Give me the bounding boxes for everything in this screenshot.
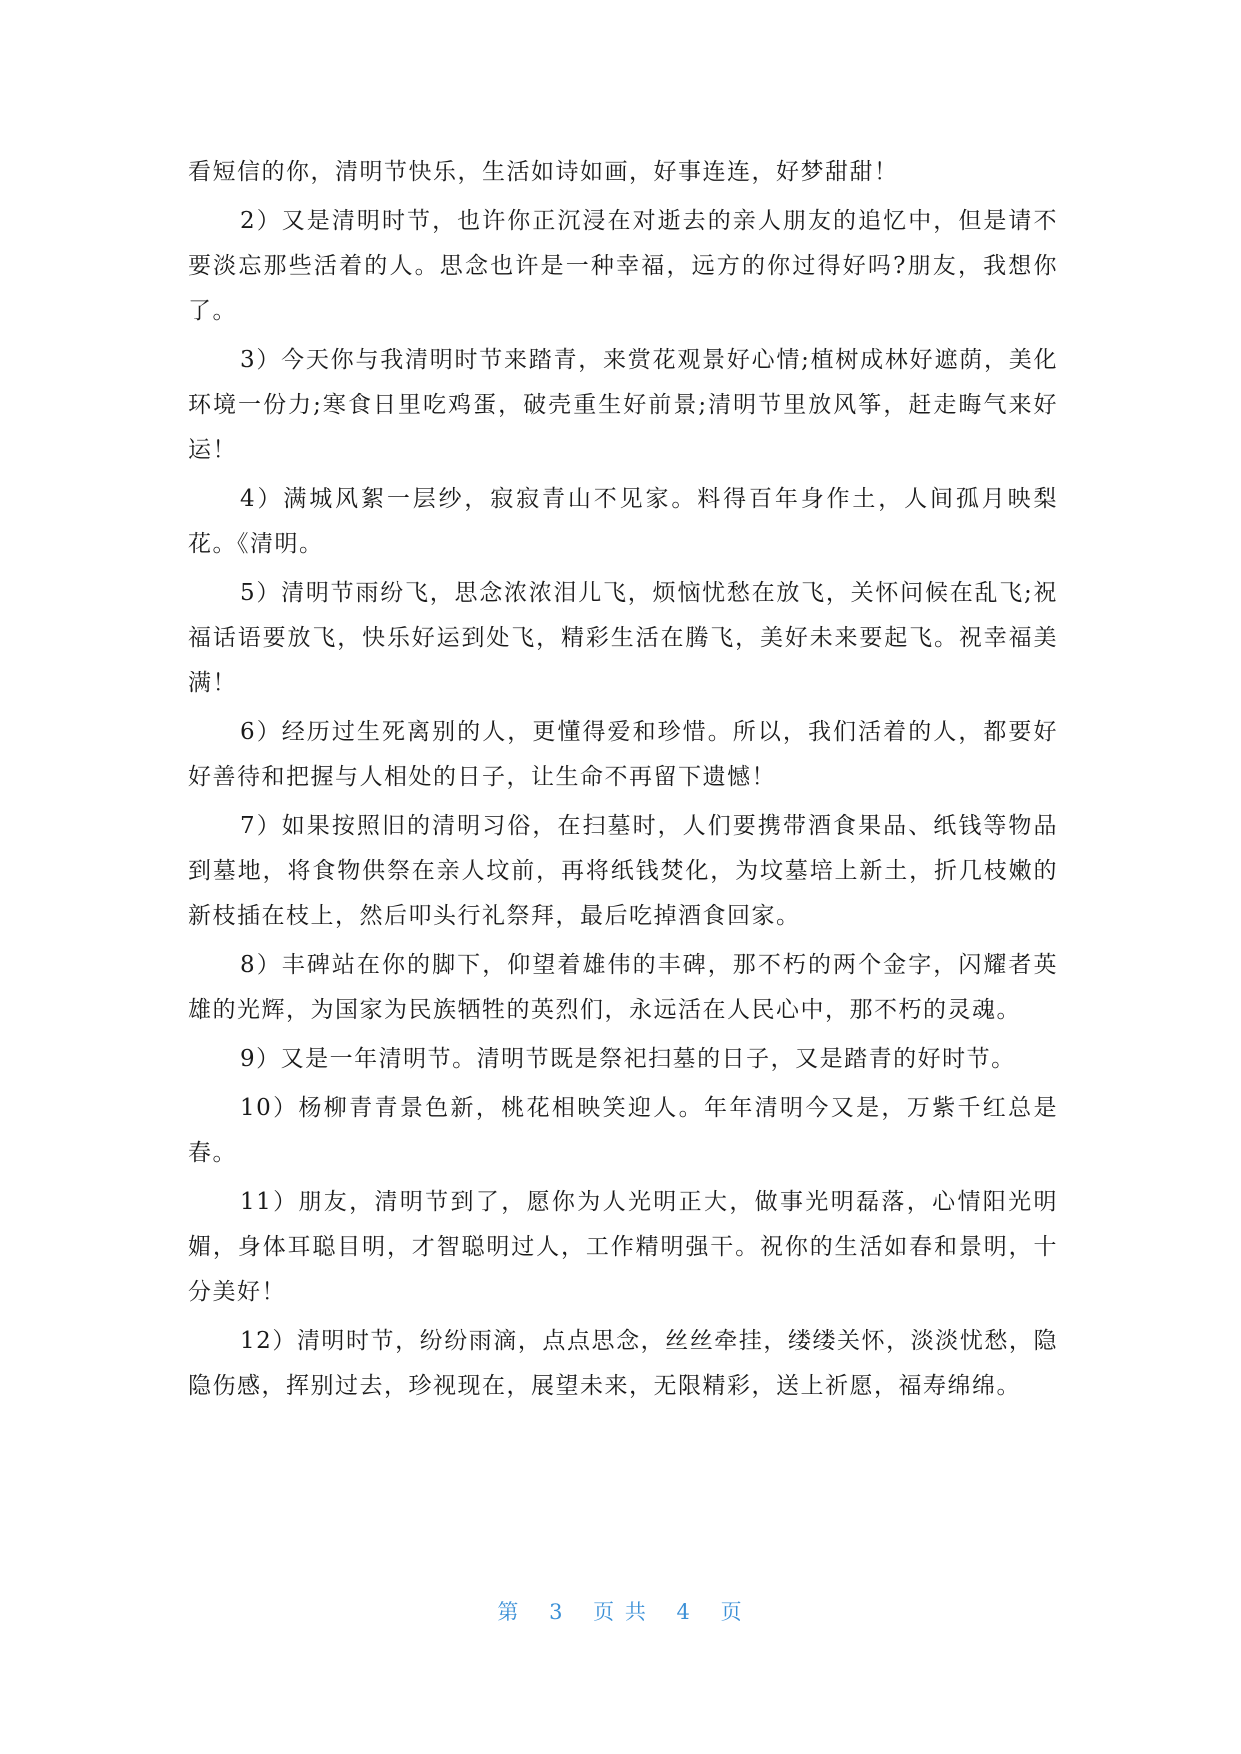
footer-current-page: 3 <box>549 1600 565 1624</box>
paragraph-item-11: 11）朋友，清明节到了，愿你为人光明正大，做事光明磊落，心情阳光明媚，身体耳聪目明，才智聪明过人，工作精明强干。祝你的生活如春和景明，十分美好！ <box>188 1189 1058 1305</box>
paragraph-item-4: 4）满城风絮一层纱，寂寂青山不见家。料得百年身作土，人间孤月映梨花。《清明。 <box>188 486 1058 557</box>
page-footer <box>0 1596 1241 1626</box>
paragraph-item-3: 3）今天你与我清明时节来踏青，来赏花观景好心情;植树成林好遮荫，美化环境一份力;寒食日里吃鸡蛋，破壳重生好前景;清明节里放风筝，赶走晦气来好运！ <box>188 347 1058 463</box>
document-body <box>188 150 1058 1413</box>
footer-suffix: 页 <box>720 1600 744 1624</box>
paragraph-item-7: 7）如果按照旧的清明习俗，在扫墓时，人们要携带酒食果品、纸钱等物品到墓地，将食物供祭在亲人坟前，再将纸钱焚化，为坟墓培上新土，折几枝嫩的新枝插在枝上，然后叩头行礼祭拜，最后吃掉酒食回家。 <box>188 813 1058 929</box>
paragraph-item-2: 2）又是清明时节，也许你正沉浸在对逝去的亲人朋友的追忆中，但是请不要淡忘那些活着的人。思念也许是一种幸福，远方的你过得好吗?朋友，我想你了。 <box>188 208 1058 324</box>
paragraph-item-10: 10）杨柳青青景色新，桃花相映笑迎人。年年清明今又是，万紫千红总是春。 <box>188 1095 1058 1166</box>
paragraph-item-9: 9）又是一年清明节。清明节既是祭祀扫墓的日子，又是踏青的好时节。 <box>240 1046 1016 1072</box>
paragraph-continuation: 看短信的你，清明节快乐，生活如诗如画，好事连连，好梦甜甜！ <box>188 159 899 185</box>
paragraph-item-12: 12）清明时节，纷纷雨滴，点点思念，丝丝牵挂，缕缕关怀，淡淡忧愁，隐隐伤感，挥别过去，珍视现在，展望未来，无限精彩，送上祈愿，福寿绵绵。 <box>188 1328 1058 1399</box>
paragraph-item-6: 6）经历过生死离别的人，更懂得爱和珍惜。所以，我们活着的人，都要好好善待和把握与人相处的日子，让生命不再留下遗憾！ <box>188 719 1058 790</box>
footer-middle: 页 共 <box>593 1600 648 1624</box>
paragraph-item-5: 5）清明节雨纷飞，思念浓浓泪儿飞，烦恼忧愁在放飞，关怀问候在乱飞;祝福话语要放飞，快乐好运到处飞，精彩生活在腾飞，美好未来要起飞。祝幸福美满！ <box>188 580 1058 696</box>
footer-total-pages: 4 <box>676 1600 692 1624</box>
footer-prefix: 第 <box>497 1600 521 1624</box>
paragraph-item-8: 8）丰碑站在你的脚下，仰望着雄伟的丰碑，那不朽的两个金字，闪耀者英雄的光辉，为国家为民族牺牲的英烈们，永远活在人民心中，那不朽的灵魂。 <box>188 952 1058 1023</box>
